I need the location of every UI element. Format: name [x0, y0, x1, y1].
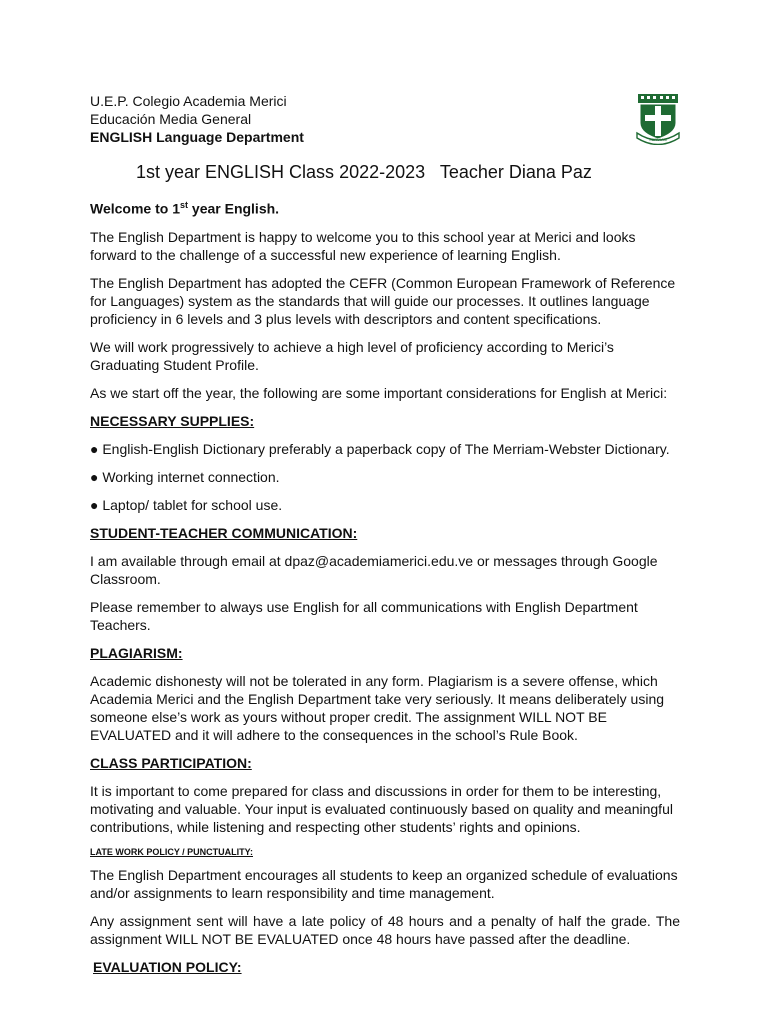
plagiarism-heading: PLAGIARISM: [90, 644, 183, 661]
svg-text:SERVIAM: SERVIAM [649, 137, 667, 142]
supply-item: ● Laptop/ tablet for school use. [90, 496, 283, 513]
communication-paragraph: I am available through email at dpaz@academiamerici.edu.ve or messages through Google Classroom. [90, 552, 658, 587]
participation-heading: CLASS PARTICIPATION: [90, 754, 252, 771]
evaluation-heading: EVALUATION POLICY: [93, 958, 242, 975]
department-name: ENGLISH Language Department [90, 129, 304, 145]
document-body [90, 196, 680, 986]
late-work-paragraph: Any assignment sent will have a late policy of 48 hours and a penalty of half the grade. The assignment WILL NOT BE EVALUATED once 48 hours have passed after the deadline. [90, 912, 680, 947]
education-level: Educación Media General [90, 111, 252, 127]
intro-paragraph: The English Department is happy to welcome you to this school year at Merici and looks forward to the challenge of a successful new experience of learning English. [90, 228, 636, 263]
communication-heading: STUDENT-TEACHER COMMUNICATION: [90, 524, 358, 541]
late-work-paragraph: The English Department encourages all students to keep an organized schedule of evaluations and/or assignments to learn responsibility and time management. [90, 866, 678, 901]
communication-paragraph: Please remember to always use English for all communications with English Department Teachers. [90, 598, 638, 633]
supply-item: ● English-English Dictionary preferably a paperback copy of The Merriam-Webster Dictionary. [90, 440, 670, 457]
supplies-heading: NECESSARY SUPPLIES: [90, 412, 255, 429]
intro-paragraph: We will work progressively to achieve a high level of proficiency according to Merici’s Graduating Student Profile. [90, 338, 614, 373]
intro-paragraph: As we start off the year, the following are some important considerations for English at Merici: [90, 384, 668, 401]
welcome-heading: Welcome to 1st year English. [90, 200, 280, 217]
school-header [90, 92, 304, 146]
late-work-heading: LATE WORK POLICY / PUNCTUALITY: [90, 846, 253, 857]
intro-paragraph: The English Department has adopted the CEFR (Common European Framework of Reference for Languages) system as the standards that will guide our processes. It outlines language proficiency in 6 levels and 3 plus levels with descriptors and content specifications. [90, 274, 676, 327]
supply-item: ● Working internet connection. [90, 468, 280, 485]
participation-paragraph: It is important to come prepared for class and discussions in order for them to be interesting, motivating and valuable. Your input is evaluated continuously based on quality and meaningful contributions, while listening and respecting other students’ rights and opinions. [90, 782, 673, 835]
school-crest-logo [636, 93, 680, 145]
plagiarism-paragraph: Academic dishonesty will not be tolerated in any form. Plagiarism is a severe offense, which Academia Merici and the English Department take very seriously. It means deliberately using someone else’s work as yours without proper credit. The assignment WILL NOT BE EVALUATED and it will adhere to the consequences in the school’s Rule Book. [90, 672, 665, 743]
class-title: 1st year ENGLISH Class 2022-2023 Teacher Diana Paz [136, 162, 592, 182]
school-name: U.E.P. Colegio Academia Merici [90, 93, 287, 109]
